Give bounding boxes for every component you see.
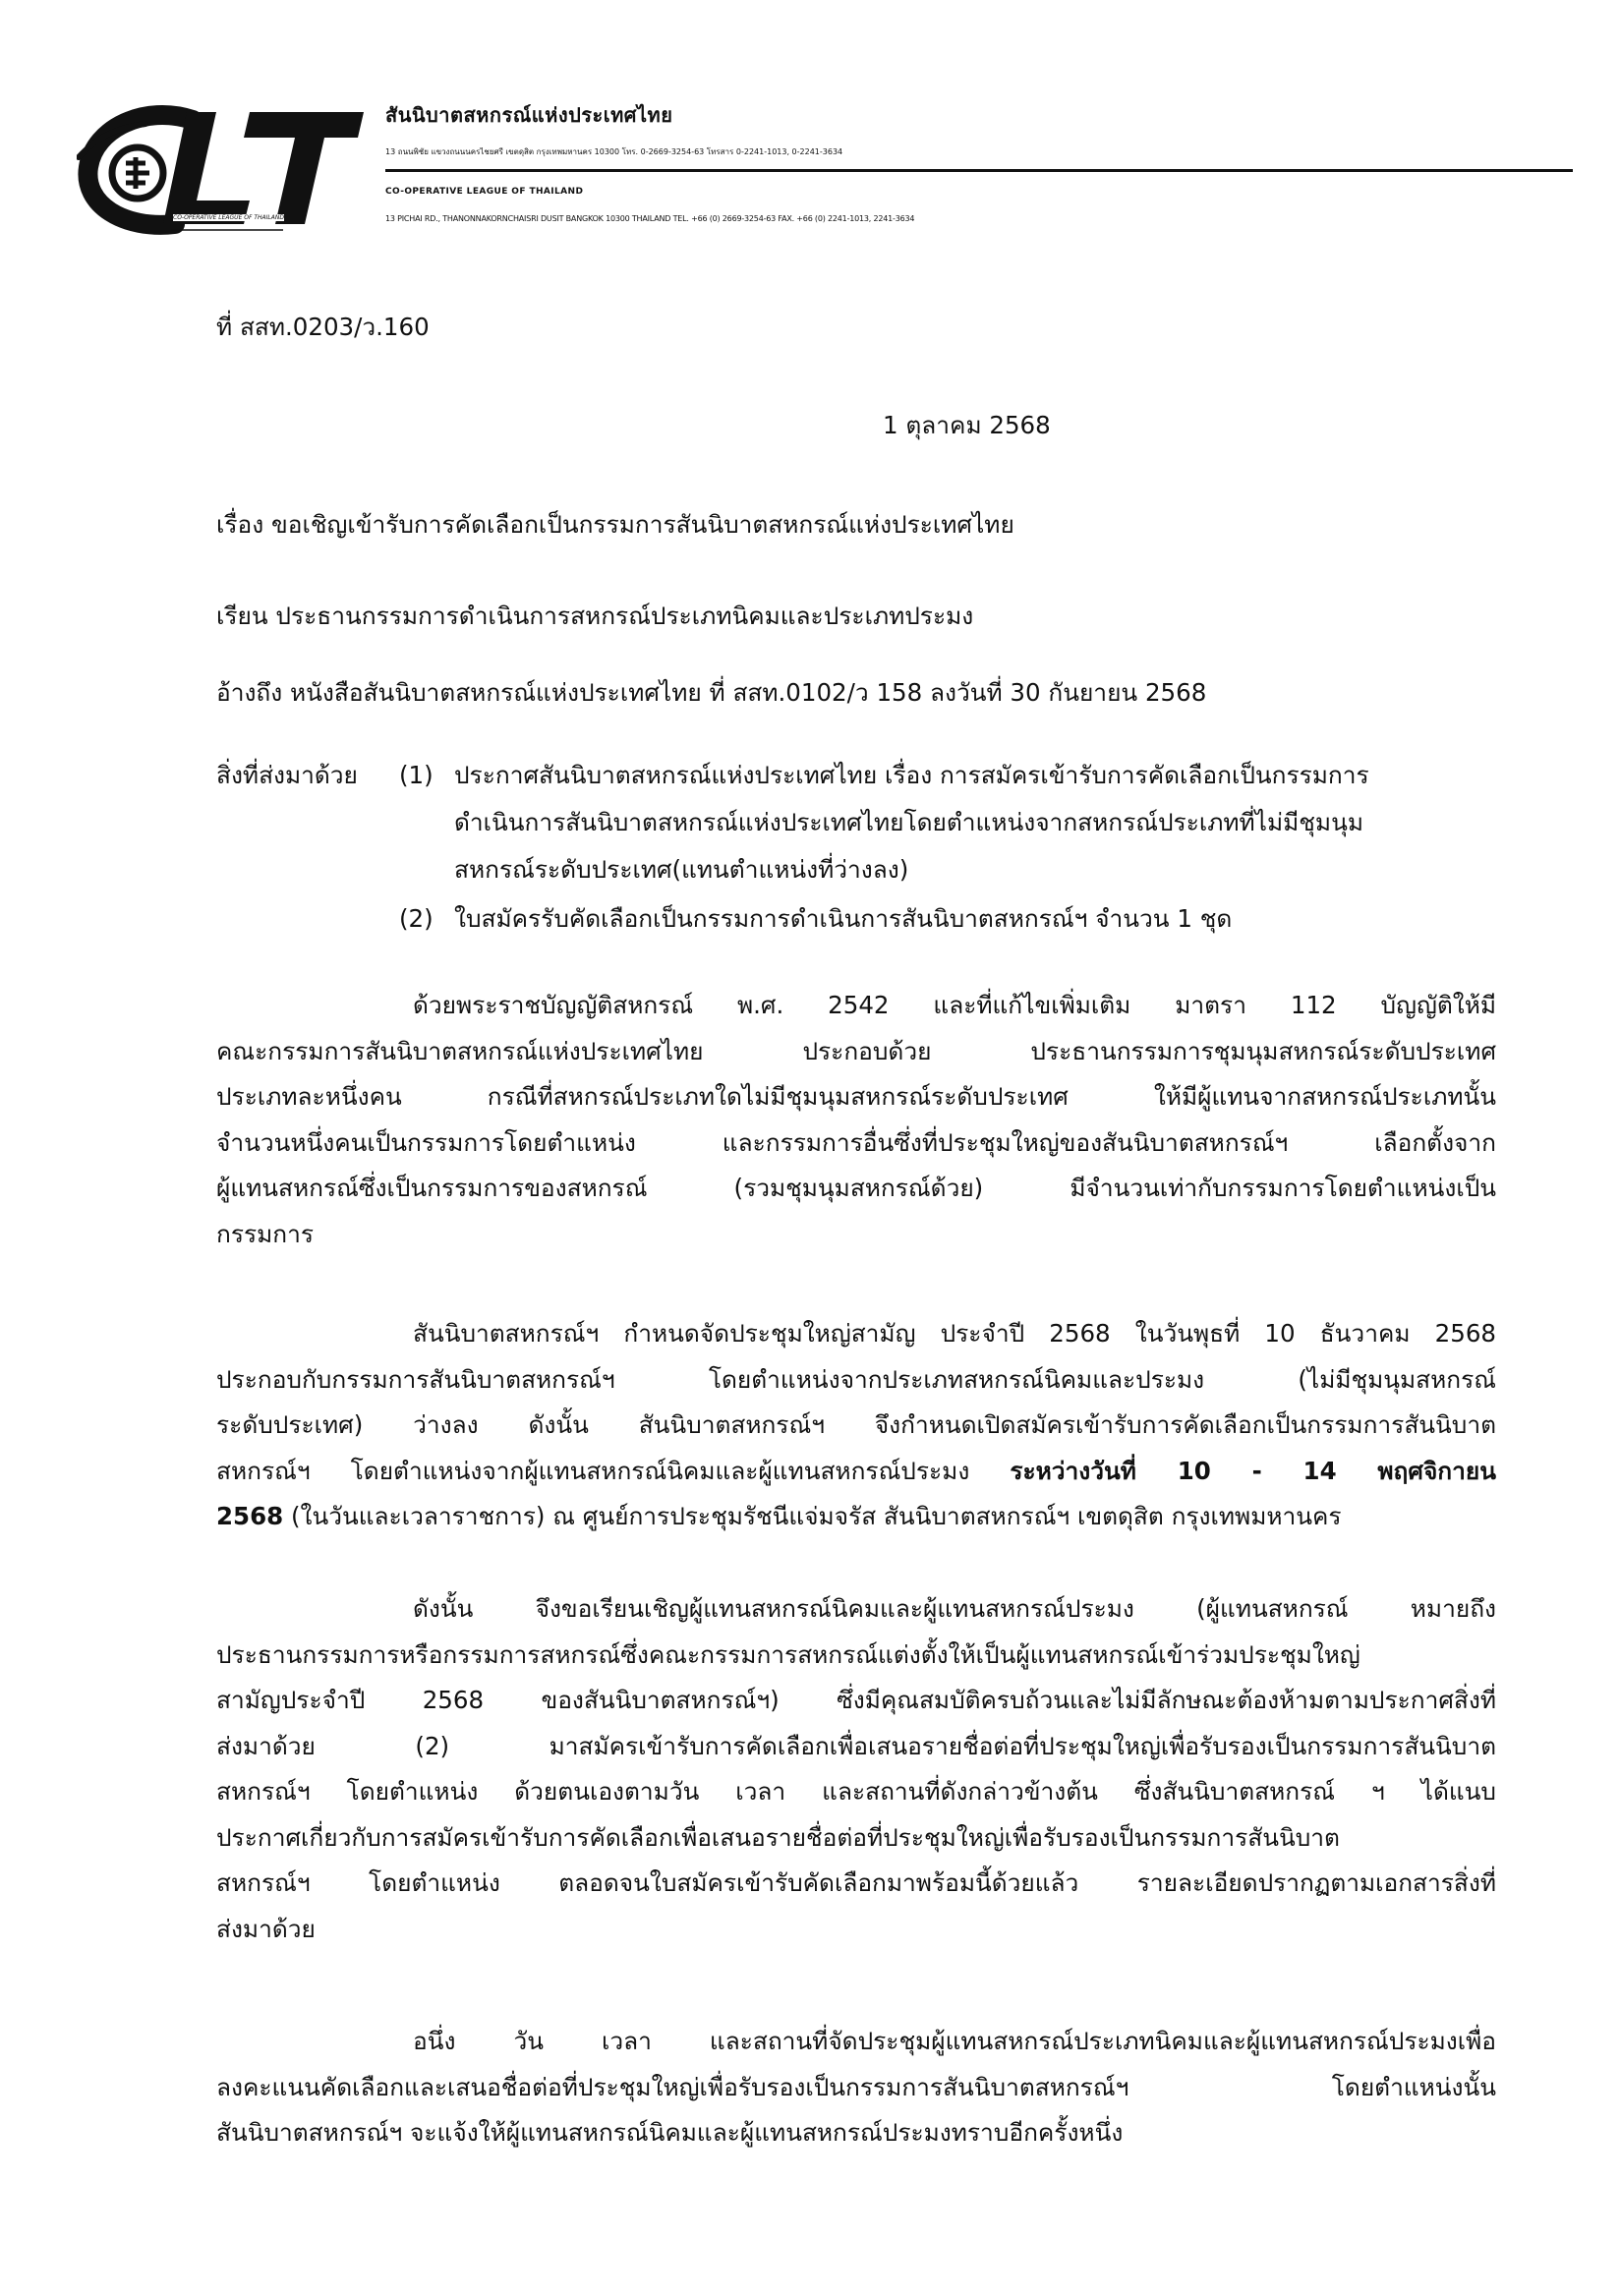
paragraph-line: ประกอบกับกรรมการสันนิบาตสหกรณ์ฯ โดยตำแหน่งจากประเภทสหกรณ์นิคมและประมง (ไม่มีชุมนุมสหกรณ์ (216, 1364, 1496, 1394)
letter-date: 1 ตุลาคม 2568 (883, 411, 1051, 439)
org-address-english: 13 PICHAI RD., THANONNAKORNCHAISRI DUSIT BANGKOK 10300 THAILAND TEL. +66 (0) 2669-3254-63 FAX. +66 (0) 2241-1013, 2241-3634 (385, 214, 915, 223)
paragraph-line: กรรมการ (216, 1219, 315, 1248)
paragraph-text: สหกรณ์ฯ โดยตำแหน่งจากผู้แทนสหกรณ์นิคมและผู้แทนสหกรณ์ประมง (216, 1456, 1011, 1485)
org-address-thai: 13 ถนนพิชัย แขวงถนนนครไชยศรี เขตดุสิต กรุงเทพมหานคร 10300 โทร. 0-2669-3254-63 โทรสาร 0-2241-1013, 0-2241-3634 (385, 147, 843, 156)
org-name-thai: สันนิบาตสหกรณ์แห่งประเทศไทย (385, 103, 673, 127)
enclosure-line: สหกรณ์ระดับประเทศ(แทนตำแหน่งที่ว่างลง) (454, 855, 909, 884)
enclosure-number: (2) (399, 904, 434, 933)
paragraph-line: คณะกรรมการสันนิบาตสหกรณ์แห่งประเทศไทย ประกอบด้วย ประธานกรรมการชุมนุมสหกรณ์ระดับประเทศ (216, 1036, 1496, 1065)
org-name-english: CO-OPERATIVE LEAGUE OF THAILAND (385, 187, 584, 197)
paragraph-meeting-schedule (216, 1311, 1496, 1540)
paragraph-line: ผู้แทนสหกรณ์ซึ่งเป็นกรรมการของสหกรณ์ (รวมชุมนุมสหกรณ์ด้วย) มีจำนวนเท่ากับกรรมการโดยตำแหน่งเป็น (216, 1174, 1496, 1202)
paragraph-line: ส่งมาด้วย (2) มาสมัครเข้ารับการคัดเลือกเพื่อเสนอรายชื่อต่อที่ประชุมใหญ่เพื่อรับรองเป็นกรรมการสันนิบาต (216, 1731, 1496, 1760)
reference-number: ที่ สสท.0203/ว.160 (216, 313, 430, 341)
paragraph-line: ประธานกรรมการหรือกรรมการสหกรณ์ซึ่งคณะกรรมการสหกรณ์แต่งตั้งให้เป็นผู้แทนสหกรณ์เข้าร่วมประชุมใหญ่ (216, 1639, 1360, 1669)
paragraph-line: สหกรณ์ฯ โดยตำแหน่ง ตลอดจนใบสมัครเข้ารับคัดเลือกมาพร้อมนี้ด้วยแล้ว รายละเอียดปรากฏตามเอกสารสิ่งที่ (216, 1868, 1496, 1897)
enclosure-line: ประกาศสันนิบาตสหกรณ์แห่งประเทศไทย เรื่อง การสมัครเข้ารับการคัดเลือกเป็นกรรมการ (454, 761, 1369, 789)
paragraph-line: ประกาศเกี่ยวกับการสมัครเข้ารับการคัดเลือกเพื่อเสนอรายชื่อต่อที่ประชุมใหญ่เพื่อรับรองเป็นกรรมการสันนิบาต (216, 1822, 1340, 1852)
paragraph-line: สหกรณ์ฯ โดยตำแหน่ง ด้วยตนเองตามวัน เวลา และสถานที่ดังกล่าวข้างต้น ซึ่งสันนิบาตสหกรณ์ ฯ ได้แนบ (216, 1777, 1496, 1806)
paragraph-legal-basis (216, 983, 1496, 1257)
letter-reference: อ้างถึง หนังสือสันนิบาตสหกรณ์แห่งประเทศไทย ที่ สสท.0102/ว 158 ลงวันที่ 30 กันยายน 2568 (216, 678, 1207, 707)
enclosures-label: สิ่งที่ส่งมาด้วย (216, 761, 358, 789)
paragraph-invitation (216, 1586, 1496, 1952)
letterhead-divider (385, 169, 1573, 172)
logo-caption: CO-OPERATIVE LEAGUE OF THAILAND (173, 214, 284, 221)
enclosure-line: ใบสมัครรับคัดเลือกเป็นกรรมการดำเนินการสันนิบาตสหกรณ์ฯ จำนวน 1 ชุด (454, 904, 1233, 933)
paragraph-line: ประเภทละหนึ่งคน กรณีที่สหกรณ์ประเภทใดไม่มีชุมนุมสหกรณ์ระดับประเทศ ให้มีผู้แทนจากสหกรณ์ประเภทนั้น (216, 1082, 1496, 1111)
paragraph-line: สันนิบาตสหกรณ์ฯ กำหนดจัดประชุมใหญ่สามัญ ประจำปี 2568 ในวันพุธที่ 10 ธันวาคม 2568 (413, 1319, 1496, 1348)
letterhead (385, 90, 1575, 229)
paragraph-line: สามัญประจำปี 2568 ของสันนิบาตสหกรณ์ฯ) ซึ่งมีคุณสมบัติครบถ้วนและไม่มีลักษณะต้องห้ามตามประกาศสิ่งที่ (216, 1686, 1496, 1714)
paragraph-text: (ในวันและเวลาราชการ) ณ ศูนย์การประชุมรัชนีแจ่มจรัส สันนิบาตสหกรณ์ฯ เขตดุสิต กรุงเทพมหานคร (283, 1502, 1342, 1530)
paragraph-notice (216, 2019, 1496, 2156)
clt-logo (77, 98, 372, 236)
enclosure-number: (1) (399, 761, 434, 789)
paragraph-line (216, 1449, 1496, 1495)
paragraph-line: อนึ่ง วัน เวลา และสถานที่จัดประชุมผู้แทนสหกรณ์ประเภทนิคมและผู้แทนสหกรณ์ประมงเพื่อ (413, 2027, 1496, 2055)
letter-recipient: เรียน ประธานกรรมการดำเนินการสหกรณ์ประเภทนิคมและประเภทประมง (216, 602, 974, 630)
paragraph-line: ระดับประเทศ) ว่างลง ดังนั้น สันนิบาตสหกรณ์ฯ จึงกำหนดเปิดสมัครเข้ารับการคัดเลือกเป็นกรรมการสันนิบาต (216, 1410, 1496, 1439)
paragraph-line: ดังนั้น จึงขอเรียนเชิญผู้แทนสหกรณ์นิคมและผู้แทนสหกรณ์ประมง (ผู้แทนสหกรณ์ หมายถึง (413, 1594, 1496, 1623)
paragraph-line (216, 1494, 1496, 1540)
paragraph-line: ส่งมาด้วย (216, 1914, 316, 1943)
paragraph-line: สันนิบาตสหกรณ์ฯ จะแจ้งให้ผู้แทนสหกรณ์นิคมและผู้แทนสหกรณ์ประมงทราบอีกครั้งหนึ่ง (216, 2118, 1124, 2147)
letter-subject: เรื่อง ขอเชิญเข้ารับการคัดเลือกเป็นกรรมการสันนิบาตสหกรณ์แห่งประเทศไทย (216, 510, 1014, 539)
enclosure-line: ดำเนินการสันนิบาตสหกรณ์แห่งประเทศไทยโดยตำแหน่งจากสหกรณ์ประเภทที่ไม่มีชุมนุม (454, 808, 1363, 836)
paragraph-line: ลงคะแนนคัดเลือกและเสนอชื่อต่อที่ประชุมใหญ่เพื่อรับรองเป็นกรรมการสันนิบาตสหกรณ์ฯ โดยตำแหน่งนั้น (216, 2072, 1496, 2101)
paragraph-line: จำนวนหนึ่งคนเป็นกรรมการโดยตำแหน่ง และกรรมการอื่นซึ่งที่ประชุมใหญ่ของสันนิบาตสหกรณ์ฯ เลือกตั้งจาก (216, 1127, 1496, 1157)
paragraph-line: ด้วยพระราชบัญญัติสหกรณ์ พ.ศ. 2542 และที่แก้ไขเพิ่มเติม มาตรา 112 บัญญัติให้มี (413, 991, 1496, 1019)
application-period-bold: ระหว่างวันที่ 10 - 14 พฤศจิกายน (1010, 1456, 1496, 1485)
application-year-bold: 2568 (216, 1502, 284, 1530)
